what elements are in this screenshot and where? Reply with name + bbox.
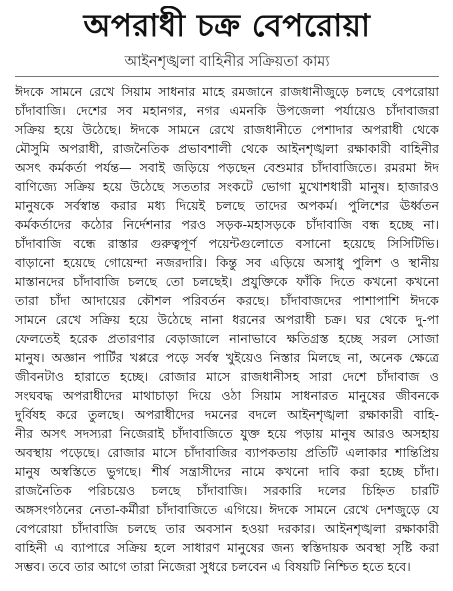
body-line: অবস্থায় পড়েছে। রোজার মাসে চাঁদাবাজির ব্যাপকতায় প্রতিটি এলাকার শান্তিপ্রিয় bbox=[15, 445, 439, 460]
body-line: সামনে রেখে সক্রিয় হয়ে উঠেছে নানা ধরনের অপরাধী চক্র। ঘর থেকে দু-পা bbox=[15, 312, 439, 327]
body-line: অসৎ কর্মকর্তা পর্যন্ত— সবাই জড়িয়ে পড়ছেন বেশুমার চাঁদাবাজিতে। রমরমা ঈদ bbox=[15, 160, 439, 175]
divider bbox=[15, 76, 439, 77]
body-line: মানুষকে সর্বস্বান্ত করার মধ্য দিয়েই চলছে তাদের অপকর্ম। পুলিশের ঊর্ধ্বতন bbox=[15, 198, 439, 213]
body-line: চাঁদাবাজি। দেশের সব মহানগর, নগর এমনকি উপজেলা পর্যায়েও চাঁদাবাজরা bbox=[15, 103, 439, 118]
body-line: বাড়ানো হয়েছে গোয়েন্দা নজরদারি। কিন্তু সব এড়িয়ে অসাধু পুলিশ ও স্থানীয় bbox=[15, 255, 439, 270]
body-line: ঈদকে সামনে রেখে সিয়াম সাধনার মাহে রমজানে রাজধানীজুড়ে চলছে বেপরোয়া bbox=[15, 84, 439, 99]
body-line: সক্রিয় হয়ে উঠেছে। ঈদকে সামনে রেখে রাজধানীতে পেশাদার অপরাধী থেকে bbox=[15, 122, 439, 137]
body-line: বাণিজ্যে সক্রিয় হয়ে উঠেছে সততার সংকটে ভোগা মুখোশধারী মানুষ। হাজারও bbox=[15, 179, 439, 194]
body-line: তারা চাঁদা আদায়ের কৌশল পরিবর্তন করছে। চাঁদাবাজদের পাশাপাশি ঈদকে bbox=[15, 293, 439, 308]
headline: অপরাধী চক্র বেপরোয়া bbox=[83, 8, 371, 44]
body-line: মানুষ অস্বস্তিতে ভুগছে। শীর্ষ সন্ত্রাসীদের নামে কখনো দাবি করা হচ্ছে চাঁদা। bbox=[15, 464, 439, 479]
body-line: মৌসুমি অপরাধী, রাজনৈতিক প্রভাবশালী থেকে আইনশৃঙ্খলা রক্ষাকারী বাহিনীর bbox=[15, 141, 439, 156]
body-line: মানুষ। অজ্ঞান পার্টির খপ্পরে পড়ে সর্বস্ব খুইয়েও নিস্তার মিলছে না, অনেক ক্ষেত্রে bbox=[15, 350, 439, 365]
body-line: দুর্বিষহ করে তুলছে। অপরাধীদের দমনের বদলে আইনশৃঙ্খলা রক্ষাকারী বাহি- bbox=[15, 407, 439, 422]
body-line: বাহিনী এ ব্যাপারে সক্রিয় হলে সাধারণ মানুষের জন্য স্বস্তিদায়ক অবস্থা সৃষ্টি করা bbox=[15, 540, 439, 555]
body-line: রাজনৈতিক পরিচয়েও চলছে চাঁদাবাজি। সরকারি দলের চিহ্নিত চারটি bbox=[15, 483, 439, 498]
body-line: চাঁদাবাজি বন্ধে রাস্তার গুরুত্বপূর্ণ পয়েন্টগুলোতে বসানো হয়েছে সিসিটিভি। bbox=[15, 236, 439, 251]
body-line: অঙ্গসংগঠনের নেতা-কর্মীরা চাঁদাবাজিতে এগিয়ে। ঈদকে সামনে রেখে দেশজুড়ে যে bbox=[15, 502, 439, 517]
body-line: কর্মকর্তাদের কঠোর নির্দেশনার পরও সড়ক-মহাসড়কে চাঁদাবাজি বন্ধ হচ্ছে না। bbox=[15, 217, 439, 232]
body-line: মাস্তানদের চাঁদাবাজি চলছে তো চলছেই। প্রযুক্তিকে ফাঁকি দিতে কখনো কখনো bbox=[15, 274, 439, 289]
body-line: সম্ভব। তবে তার আগে তারা নিজেরা সুধরে চলবেন এ বিষয়টি নিশ্চিত হতে হবে। bbox=[15, 559, 411, 574]
body-line: জীবনটাও হারাতে হচ্ছে। রোজার মাসে রাজধানীসহ সারা দেশে চাঁদাবাজ ও bbox=[15, 369, 439, 384]
body-line: সংঘবদ্ধ অপরাধীদের মাথাচাড়া দিয়ে ওঠা সিয়াম সাধনারত মানুষের জীবনকে bbox=[15, 388, 439, 403]
body-line: নীর অসৎ সদস্যরা নিজেরাই চাঁদাবাজিতে যুক্ত হয়ে পড়ায় মানুষ আরও অসহায় bbox=[15, 426, 439, 441]
body-line: ফেলতেই হরেক প্রতারণার বেড়াজালে নানাভাবে ক্ষতিগ্রস্ত হচ্ছে সরল সোজা bbox=[15, 331, 439, 346]
article-body bbox=[15, 82, 439, 576]
subheadline: আইনশৃঙ্খলা বাহিনীর সক্রিয়তা কাম্য bbox=[124, 54, 330, 70]
body-line: বেপরোয়া চাঁদাবাজি চলছে তার অবসান হওয়া দরকার। আইনশৃঙ্খলা রক্ষাকারী bbox=[15, 521, 439, 536]
